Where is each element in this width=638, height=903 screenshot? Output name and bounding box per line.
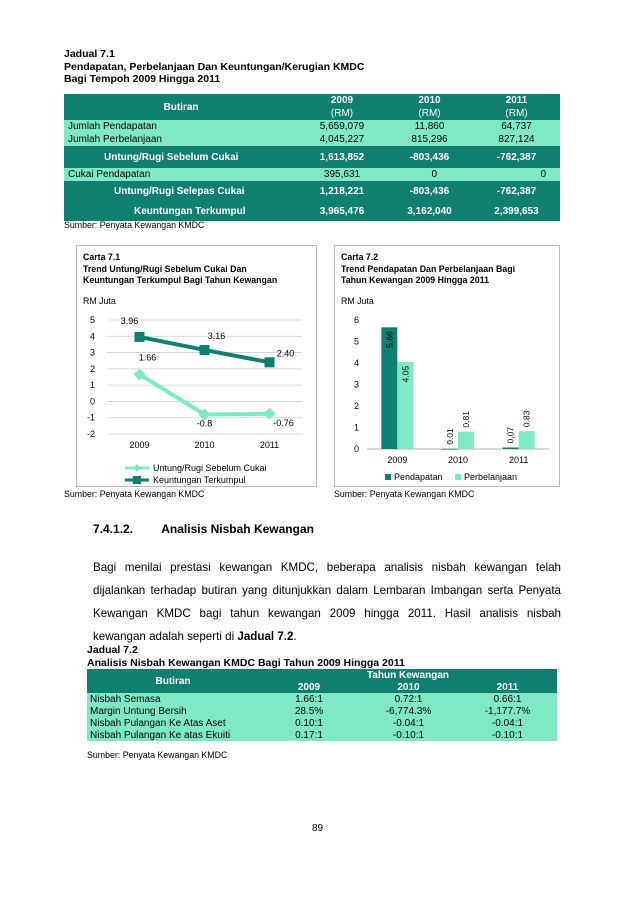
y-tick-label: 2	[89, 363, 95, 374]
data-label: 0.81	[461, 411, 471, 428]
table2-group-header: Tahun Kewangan	[259, 669, 557, 681]
para-line2: dijalankan terhadap butiran yang ditunjukkan dalam Lembaran Imbangan serta Penyata	[93, 584, 561, 597]
table-row	[64, 146, 560, 168]
para-line4-prefix: kewangan adalah seperti di	[93, 630, 238, 643]
row-label: Jumlah Perbelanjaan	[68, 134, 162, 145]
data-label: 3.96	[120, 315, 139, 326]
x-tick-label: 2011	[508, 455, 529, 465]
cell: -0.10:1	[392, 729, 425, 741]
para-line4-suffix: .	[293, 630, 297, 643]
bar	[519, 431, 535, 449]
cell: 1,613,852	[319, 151, 365, 163]
y-tick-label: -1	[86, 412, 95, 423]
cell: 2,399,653	[494, 205, 539, 217]
table1-caption-line3: Bagi Tempoh 2009 Hingga 2011	[64, 73, 221, 85]
chart2-title-line3: Tahun Kewangan 2009 Hingga 2011	[341, 275, 489, 285]
legend-marker	[133, 464, 141, 472]
data-point	[135, 332, 145, 342]
row-label: Untung/Rugi Selepas Cukai	[114, 185, 245, 197]
table2-year: 2011	[458, 681, 557, 693]
cell: 0.72:1	[394, 693, 423, 705]
cell: 3,965,476	[319, 205, 365, 217]
chart1-ylabel: RM Juta	[83, 296, 116, 306]
cell: 0.66:1	[493, 693, 522, 705]
legend-label: Untung/Rugi Sebelum Cukai	[153, 463, 267, 473]
table2-year: 2009	[259, 681, 359, 693]
y-tick-label: 3	[353, 379, 359, 390]
table1-year: 2011	[473, 94, 560, 107]
table1-year: 2009	[298, 94, 386, 107]
y-tick-label: 5	[89, 315, 95, 325]
table1-source: Sumber: Penyata Kewangan KMDC	[64, 220, 205, 230]
table2-caption-line2: Analisis Nisbah Kewangan KMDC Bagi Tahun 2009 Hingga 2011	[87, 656, 405, 669]
cell: 395,631	[323, 169, 361, 180]
cell: 11,860	[414, 121, 445, 132]
chart1-title-line1: Carta 7.1	[83, 252, 121, 262]
y-tick-label: -2	[86, 429, 95, 439]
chart1-plot	[77, 246, 316, 486]
legend-label: Perbelanjaan	[464, 472, 518, 482]
table1	[64, 94, 560, 221]
row-label: Jumlah Pendapatan	[68, 121, 157, 132]
table-row	[64, 120, 560, 133]
cell: 1,218,221	[319, 185, 365, 197]
page-number: 89	[312, 823, 324, 834]
chart2-ylabel: RM Juta	[341, 296, 374, 306]
cell: -6,774.3%	[385, 705, 432, 717]
data-label: 4.05	[400, 365, 411, 383]
cell: 0	[540, 169, 546, 180]
table1-year: 2010	[386, 94, 473, 107]
cell: -0.10:1	[491, 729, 524, 741]
cell: 0.17:1	[295, 729, 323, 741]
x-tick-label: 2009	[129, 440, 150, 450]
para-line3: Kewangan KMDC bagi tahun kewangan 2009 hingga 2011. Hasil analisis nisbah	[93, 607, 561, 620]
row-label: Untung/Rugi Sebelum Cukai	[104, 151, 239, 163]
cell: 0	[431, 169, 437, 180]
y-tick-label: 4	[353, 358, 359, 368]
data-label: 3.16	[207, 330, 226, 341]
chart1-title-line2: Trend Untung/Rugi Sebelum Cukai Dan	[83, 263, 247, 274]
data-label: 0.01	[445, 428, 455, 445]
table-row	[87, 693, 557, 705]
x-tick-label: 2009	[387, 455, 408, 465]
y-tick-label: 6	[353, 315, 359, 325]
section-heading	[93, 522, 314, 536]
chart2-plot	[335, 246, 559, 486]
cell: 815,296	[411, 134, 448, 145]
cell: 3,162,040	[407, 205, 452, 217]
table-row	[64, 168, 560, 181]
y-tick-label: 0	[353, 444, 359, 454]
table-row	[87, 729, 557, 741]
table2-caption-line1: Jadual 7.2	[87, 644, 138, 656]
cell: -803,436	[409, 151, 450, 163]
legend-swatch	[455, 474, 461, 480]
row-label: Cukai Pendapatan	[68, 169, 151, 180]
table-row	[64, 181, 560, 201]
row-label: Nisbah Semasa	[90, 693, 161, 705]
table1-unit: (RM)	[473, 107, 560, 120]
cell: 1.66:1	[295, 693, 323, 705]
legend-label: Pendapatan	[394, 472, 443, 482]
cell: 827,124	[498, 134, 535, 145]
cell: -762,387	[496, 151, 537, 163]
cell: 4,045,227	[319, 134, 365, 145]
y-tick-label: 1	[353, 422, 359, 433]
table-row	[64, 201, 560, 221]
y-tick-label: 3	[89, 347, 95, 358]
cell: 64,737	[501, 121, 532, 132]
cell: 28.5%	[294, 705, 324, 717]
data-label: -0.8	[196, 418, 213, 429]
data-label: 5.66	[384, 331, 395, 348]
cell: -0.04:1	[491, 717, 524, 729]
table1-header-row	[64, 94, 560, 107]
data-label: -0.76	[273, 417, 294, 428]
section-title: Analisis Nisbah Kewangan	[161, 522, 314, 536]
table-row	[87, 717, 557, 729]
cell: 5,659,079	[319, 121, 365, 132]
chart1-title-line3: Keuntungan Terkumpul Bagi Tahun Kewangan	[83, 275, 278, 285]
table-row	[64, 133, 560, 146]
table1-caption	[64, 48, 364, 86]
chart2-source: Sumber: Penyata Kewangan KMDC	[334, 489, 475, 499]
table2	[87, 669, 557, 741]
bar	[442, 449, 458, 450]
y-tick-label: 5	[353, 336, 359, 347]
data-label: 1.66	[138, 352, 157, 363]
cell: -762,387	[496, 185, 537, 197]
row-label: Margin Untung Bersih	[90, 705, 187, 717]
data-label: 2.40	[276, 348, 295, 359]
x-tick-label: 2010	[194, 440, 215, 450]
chart1-box	[76, 245, 317, 487]
data-label: 0.83	[521, 410, 532, 428]
row-label: Nisbah Pulangan Ke atas Ekuiti	[90, 729, 231, 741]
data-point	[265, 357, 275, 367]
legend-marker	[133, 476, 141, 484]
data-point	[200, 345, 210, 355]
legend-label: Keuntungan Terkumpul	[153, 475, 246, 485]
chart2-title-line2: Trend Pendapatan Dan Perbelanjaan Bagi	[341, 263, 516, 274]
table-reference: Jadual 7.2	[237, 630, 294, 643]
x-tick-label: 2010	[447, 455, 469, 465]
table-row	[87, 705, 557, 717]
row-label: Nisbah Pulangan Ke Atas Aset	[90, 717, 226, 729]
cell: 0.10:1	[295, 717, 323, 729]
x-tick-label: 2011	[259, 440, 280, 450]
table1-unit: (RM)	[386, 107, 473, 120]
chart1-source: Sumber: Penyata Kewangan KMDC	[64, 489, 205, 499]
series-line	[140, 374, 270, 414]
cell: -0.04:1	[392, 717, 425, 729]
data-label: 0.07	[505, 426, 516, 444]
table2-source: Sumber: Penyata Kewangan KMDC	[87, 750, 228, 760]
y-tick-label: 2	[353, 401, 359, 411]
table2-col-item: Butiran	[87, 669, 259, 693]
table2-caption	[87, 644, 405, 669]
y-tick-label: 0	[89, 396, 95, 407]
y-tick-label: 1	[89, 380, 95, 391]
table1-caption-line1: Jadual 7.1	[64, 48, 115, 60]
table2-header-row	[87, 669, 557, 681]
para-line1: Bagi menilai prestasi kewangan KMDC, beberapa analisis nisbah kewangan telah	[93, 561, 561, 574]
table1-unit: (RM)	[298, 107, 386, 120]
y-tick-label: 4	[89, 331, 95, 342]
legend-swatch	[385, 474, 391, 480]
table1-col-item: Butiran	[64, 94, 298, 120]
bar	[458, 432, 474, 449]
cell: -803,436	[409, 185, 450, 197]
table1-caption-line2: Pendapatan, Perbelanjaan Dan Keuntungan/Kerugian KMDC	[64, 60, 365, 73]
row-label: Keuntungan Terkumpul	[134, 205, 246, 217]
bar	[503, 447, 519, 449]
cell: -1,177.7%	[484, 705, 531, 717]
table2-year: 2010	[359, 681, 458, 693]
chart2-box	[334, 245, 560, 487]
chart2-title-line1: Carta 7.2	[341, 252, 379, 262]
section-number: 7.4.1.2.	[93, 522, 134, 536]
